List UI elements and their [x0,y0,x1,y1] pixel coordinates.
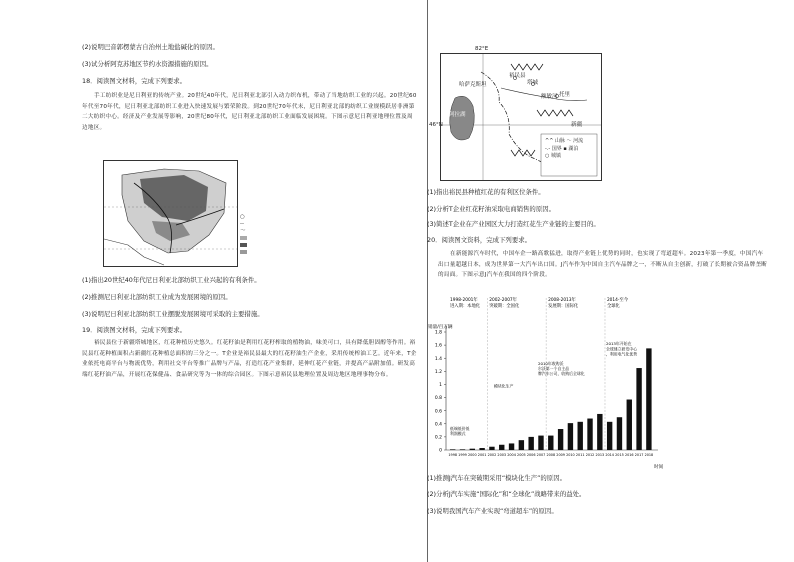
chart-annotation: 全球建立研发中心 [606,346,638,352]
map2-latitude: 46°N [429,122,443,128]
q20-part3: (3)说明我国汽车产业实现“弯道超车”的原因。 [427,507,558,515]
q18-part1: (1)指出20世纪40年代尼日利亚北部纺织工业兴起的有利条件。 [82,276,261,284]
chart-ytick-label: 1 [439,383,442,389]
chart-bar [627,400,632,450]
chart-ytick-label: 1.2 [434,369,442,375]
chart-bar [528,437,533,450]
chart-annotation: 牌汽车公司，收购后全球化 [538,371,585,377]
question-18-heading: 18．阅读图文材料，完成下列要求。 [82,77,186,85]
map2-label-tacheng: 塔城 [527,80,539,86]
chart-bar [538,436,543,450]
chart-x-label: 时间 [654,465,664,470]
legend-town: ○ 城镇 [545,153,561,159]
chart-bar [617,417,622,450]
legend-mountain: ^^ 山脉 ～ 河流 [545,138,584,144]
chart-xtick-label: 1998 [448,453,458,457]
chart-xtick-label: 2003 [497,453,507,457]
chart-y-label: 销量/百万辆 [428,325,453,330]
legend-water [240,236,247,243]
chart-xtick-label: 2014 [605,453,614,457]
map2-label-tuoli: 托里 [559,92,571,98]
question-3-line: (3)试分析阿克苏地区节约水资源措施的原因。 [82,60,213,68]
chart-ytick-label: 0.6 [434,409,442,415]
legend-city: ○ [240,214,245,220]
chart-stage-name: 全球化 [606,304,620,309]
legend-river: ～ [240,228,246,235]
chart-xtick-label: 2000 [467,453,477,457]
chart-bar [489,447,494,450]
chart-xtick-label: 2004 [507,453,516,457]
chart-annotation: 尔沃第一个自主品 [538,365,570,371]
chart-ytick-label: 0.4 [434,422,442,428]
chart-bar [646,348,651,450]
q19-part2: (2)分析T企业红花籽油采取电商销售的原因。 [427,205,555,213]
chart-bar [450,449,455,450]
chart-annotation: 利润模式 [450,430,466,436]
chart-xtick-label: 2009 [556,453,565,457]
q18-part3: (3)说明尼日利亚北部纺织工业摆脱发展困境可采取的主要措施。 [82,310,264,318]
map2-label-kazakhstan: 哈萨克斯坦 [459,82,487,88]
map2-legend [545,138,583,161]
chart-stage-years: 1998-2001年 [450,298,478,303]
question-18-passage: 手工纺织业是尼日利亚的传统产业。20世纪40年代，尼日利亚北部引入动力织布机，带动了当地纺织工业的兴起。20世纪60年代至70年代，尼日利亚北部纺织工业进入快速发展与繁荣阶段。到20世纪70年代末，尼日利亚北部的纺织工业规模跃居非洲第二大纺织中心。经济及产业发展等影响，20世纪80年代，尼日利亚北部纺织工业面临发展困境。下图示意尼日利亚地理位置及周边地区。 [82,93,417,131]
chart-bar [519,440,524,450]
legend-border2: -.- 国界 ▪ 湖泊 [545,145,579,152]
map2-longitude: 82°E [475,46,489,52]
chart-annotation: 低端低价低 [450,425,470,431]
chart-xtick-label: 2015 [615,453,624,457]
chart-stage-name: 发展期：国际化 [548,304,579,309]
chart-stage-name: 突破期：全国化 [489,304,520,309]
question-2-line: (2)说明巴音郭楞蒙古自治州土地盐碱化的原因。 [82,43,219,51]
q19-part3: (3)简述T企业在产业园区大力打造红花生产业链的主要目的。 [427,220,600,228]
chart-ytick-label: 1.6 [434,343,442,349]
chart-bar [460,449,465,450]
chart-bar [479,448,484,450]
chart-xtick-label: 2008 [546,453,556,457]
chart-bar [587,419,592,450]
question-19-passage: 裕民县位于新疆塔城地区，红花种植历史悠久。红花籽油是利用红花籽榨取的植物油，味美可口，具有降低胆固醇等作用。裕民县红花种植面积占新疆红花种植总面积的三分之一。T企业是裕民县最大的红花籽油生产企业，采用传统榨油工艺。近年来，T企业依托电商平台与物流优势，利用社交平台等推广品牌与产品，打造红花产业集群，延伸红花产业链，并提高产品附加值。研发高端红花籽油产品，开展红花保健品、食品研究等为一体的综合园区。下图示意裕民县地理位置及周边地区地理事物分布。 [82,340,417,378]
chart-bar [597,414,602,450]
chart-xtick-label: 2018 [644,453,654,457]
q20-part1: (1)推测J汽车在突破期采用“模块化生产”的原因。 [427,474,566,482]
chart-ytick-label: 0 [439,448,442,454]
legend-sub-cotton [240,250,247,257]
chart-bar [509,443,514,450]
chart-bar [499,445,504,450]
chart-stage-years: 2002-2007年 [489,298,517,303]
q18-part2: (2)推测尼日利亚北部纺织工业成为发展困境的原因。 [82,293,232,301]
chart-xtick-label: 2005 [517,453,526,457]
chart-ytick-label: 0.2 [434,435,442,441]
chart-xtick-label: 2010 [566,453,575,457]
q20-part2: (2)分析J汽车实施“国际化”和“全球化”战略带来的益处。 [427,490,586,498]
chart-bar [568,423,573,450]
question-20-heading: 20．阅读图文资料，完成下列要求。 [427,236,531,244]
chart-bar [470,449,475,450]
chart-bar [558,429,563,450]
chart-xtick-label: 1999 [458,453,467,457]
chart-stage-name: 进入期：本地化 [450,304,481,309]
chart-annotation: 2013年开始在 [606,341,632,347]
chart-stage-years: 2008-2013年 [548,298,576,303]
chart-stage-years: 2014-至今 [606,298,629,303]
nigeria-map-legend [240,214,247,257]
chart-xtick-label: 2016 [624,453,634,457]
question-19-heading: 19．阅读图文材料，完成下列要求。 [82,326,186,334]
chart-xtick-label: 2012 [585,453,595,457]
yumin-map [429,46,602,181]
chart-xtick-label: 2001 [477,453,487,457]
chart-annotation: 模块化生产 [494,383,514,389]
chart-bar [607,422,612,450]
chart-xtick-label: 2007 [536,453,546,457]
chart-annotation: 2010年收购沃 [538,360,564,366]
chart-ytick-label: 1.4 [434,356,442,362]
chart-ytick-label: 1.8 [434,330,442,336]
map2-label-xinjiang: 新疆 [571,122,583,128]
sales-chart [426,294,666,470]
chart-bar [578,422,583,450]
chart-ytick-label: 0.8 [434,396,442,402]
question-20-passage: 在新能源汽车时代，中国车企一路高歌猛进，取得产业链上优势的同时，也实现了弯道超车。2023年第一季度，中国汽车出口量超越日本，成为世界第一大汽车出口国。J汽车作为中国自主汽车品牌之一，不断从自主创新，打破了长期被合资品牌垄断的局面。下图示意J汽车在我国的四个阶段。 [438,251,768,278]
chart-bar [636,368,641,450]
map2-label-yumin: 裕民县 [509,73,526,79]
q19-part1: (1)指出裕民县种植红花的有利区位条件。 [427,188,545,196]
nigeria-map-graphic [104,161,237,266]
chart-xtick-label: 2013 [595,453,605,457]
nigeria-map [103,160,238,267]
chart-xtick-label: 2002 [487,453,497,457]
legend-border: -- [240,221,244,228]
chart-bar [548,436,553,450]
chart-xtick-label: 2006 [526,453,536,457]
map2-label-alakol: 阿拉湖 [449,112,466,118]
chart-xtick-label: 2011 [575,453,585,457]
chart-annotation: ，利用电气化优势 [606,351,638,357]
legend-main-cotton [240,243,247,250]
map2-label-emin-river: 额敏河 [541,94,558,100]
chart-xtick-label: 2017 [634,453,644,457]
